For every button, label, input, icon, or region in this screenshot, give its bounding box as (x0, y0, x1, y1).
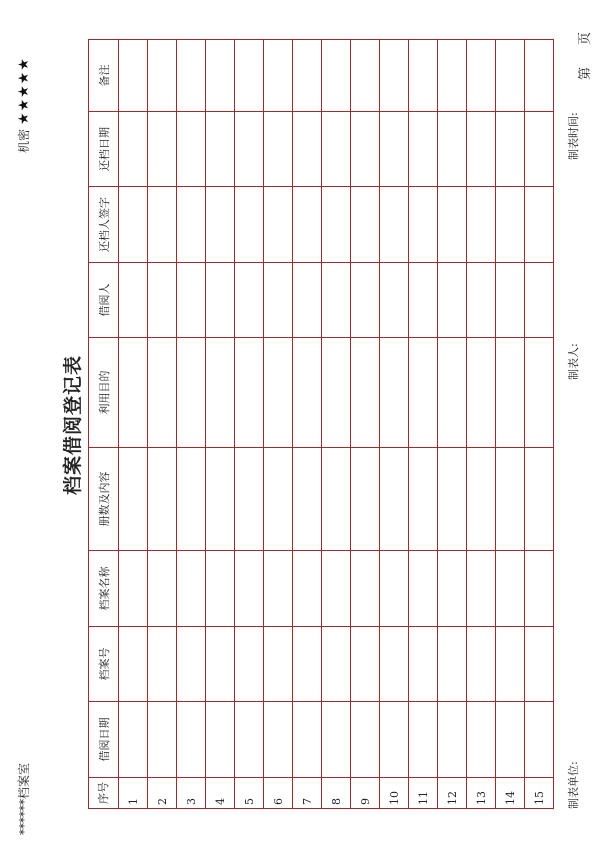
table-cell[interactable] (438, 112, 467, 187)
table-cell[interactable] (264, 448, 293, 551)
table-cell[interactable] (293, 448, 322, 551)
table-cell[interactable] (380, 263, 409, 338)
table-cell[interactable] (409, 112, 438, 187)
row-number: 2 (148, 778, 177, 809)
row-number: 4 (206, 778, 235, 809)
table-cell[interactable] (148, 338, 177, 448)
table-cell[interactable] (264, 112, 293, 187)
table-cell[interactable] (409, 263, 438, 338)
table-cell[interactable] (380, 448, 409, 551)
table-cell[interactable] (525, 448, 554, 551)
table-cell[interactable] (177, 338, 206, 448)
row-number: 6 (264, 778, 293, 809)
table-cell[interactable] (119, 551, 148, 627)
row-number: 14 (496, 778, 525, 809)
table-row (177, 40, 206, 809)
table-cell[interactable] (264, 187, 293, 263)
table-cell[interactable] (293, 187, 322, 263)
table-cell[interactable] (235, 338, 264, 448)
row-number: 8 (322, 778, 351, 809)
table-cell[interactable] (467, 338, 496, 448)
table-cell[interactable] (409, 187, 438, 263)
table-cell[interactable] (438, 448, 467, 551)
table-cell[interactable] (322, 702, 351, 778)
table-cell[interactable] (148, 112, 177, 187)
table-cell[interactable] (496, 112, 525, 187)
table-cell[interactable] (235, 551, 264, 627)
table-cell[interactable] (496, 187, 525, 263)
table-cell[interactable] (380, 551, 409, 627)
row-number: 5 (235, 778, 264, 809)
table-cell[interactable] (409, 702, 438, 778)
row-number: 15 (525, 778, 554, 809)
secret-label: 机密 (17, 128, 31, 153)
table-cell[interactable] (235, 112, 264, 187)
table-cell[interactable] (293, 338, 322, 448)
table-cell[interactable] (467, 187, 496, 263)
table-cell[interactable] (322, 627, 351, 702)
table-cell[interactable] (293, 112, 322, 187)
table-cell[interactable] (322, 338, 351, 448)
table-cell[interactable] (264, 702, 293, 778)
secret-stars: ★★★★★ (16, 57, 32, 125)
table-cell[interactable] (322, 112, 351, 187)
header-row (89, 40, 119, 809)
table-row (380, 40, 409, 809)
table-cell[interactable] (409, 551, 438, 627)
table-cell[interactable] (438, 627, 467, 702)
table-cell[interactable] (235, 40, 264, 112)
table-cell[interactable] (409, 338, 438, 448)
table-row (351, 40, 380, 809)
table-cell[interactable] (351, 702, 380, 778)
table-cell[interactable] (525, 551, 554, 627)
column-header-archive-no: 档案号 (89, 627, 119, 702)
table-row (467, 40, 496, 809)
table-cell[interactable] (496, 40, 525, 112)
table-cell[interactable] (177, 112, 206, 187)
table-cell[interactable] (177, 702, 206, 778)
table-cell[interactable] (525, 112, 554, 187)
row-number: 9 (351, 778, 380, 809)
table-cell[interactable] (235, 263, 264, 338)
table-cell[interactable] (177, 448, 206, 551)
table-cell[interactable] (119, 40, 148, 112)
table-cell[interactable] (206, 627, 235, 702)
table-row (235, 40, 264, 809)
column-header-remarks: 备注 (89, 40, 119, 112)
table-cell[interactable] (148, 551, 177, 627)
table-cell[interactable] (206, 448, 235, 551)
table-cell[interactable] (438, 338, 467, 448)
row-number: 3 (177, 778, 206, 809)
table-cell[interactable] (496, 448, 525, 551)
column-header-return-signature: 还档人签字 (89, 187, 119, 263)
table-cell[interactable] (438, 263, 467, 338)
column-header-borrower: 借阅人 (89, 263, 119, 338)
table-cell[interactable] (380, 112, 409, 187)
table-row (119, 40, 148, 809)
table-cell[interactable] (351, 448, 380, 551)
table-cell[interactable] (177, 551, 206, 627)
table-cell[interactable] (351, 40, 380, 112)
archive-office-label: ******档案室 (17, 762, 31, 835)
table-row (438, 40, 467, 809)
table-cell[interactable] (322, 263, 351, 338)
table-cell[interactable] (496, 263, 525, 338)
secret-level (15, 57, 32, 153)
table-cell[interactable] (467, 702, 496, 778)
table-cell[interactable] (380, 40, 409, 112)
page-number (574, 32, 593, 80)
table-cell[interactable] (119, 112, 148, 187)
column-header-seq: 序号 (89, 778, 119, 809)
table-cell[interactable] (177, 187, 206, 263)
table-cell[interactable] (148, 187, 177, 263)
table-cell[interactable] (525, 187, 554, 263)
table-cell[interactable] (380, 627, 409, 702)
column-header-borrow-date: 借阅日期 (89, 702, 119, 778)
table-cell[interactable] (206, 187, 235, 263)
table-cell[interactable] (496, 627, 525, 702)
table-cell[interactable] (235, 187, 264, 263)
table-cell[interactable] (264, 627, 293, 702)
table-row (148, 40, 177, 809)
row-number: 12 (438, 778, 467, 809)
table-cell[interactable] (467, 627, 496, 702)
table-cell[interactable] (293, 702, 322, 778)
table-cell[interactable] (496, 702, 525, 778)
table-cell[interactable] (380, 187, 409, 263)
table-cell[interactable] (467, 112, 496, 187)
table-cell[interactable] (293, 627, 322, 702)
table-cell[interactable] (119, 338, 148, 448)
table-cell[interactable] (525, 702, 554, 778)
table-cell[interactable] (496, 338, 525, 448)
table-row (293, 40, 322, 809)
table-cell[interactable] (148, 627, 177, 702)
table-cell[interactable] (438, 551, 467, 627)
table-cell[interactable] (206, 338, 235, 448)
table-row (409, 40, 438, 809)
table-cell[interactable] (438, 40, 467, 112)
row-number: 7 (293, 778, 322, 809)
table-cell[interactable] (525, 627, 554, 702)
table-row (322, 40, 351, 809)
table-cell[interactable] (322, 40, 351, 112)
page-prefix: 第 (578, 66, 593, 80)
table-row (525, 40, 554, 809)
table-cell[interactable] (148, 263, 177, 338)
register-body (119, 40, 554, 809)
table-cell[interactable] (235, 627, 264, 702)
table-cell[interactable] (351, 338, 380, 448)
table-cell[interactable] (119, 627, 148, 702)
table-cell[interactable] (525, 263, 554, 338)
register-table (88, 39, 554, 809)
footer-time-label: 制表时间: (567, 112, 580, 160)
table-cell[interactable] (293, 551, 322, 627)
table-cell[interactable] (235, 702, 264, 778)
table-cell[interactable] (525, 40, 554, 112)
table-cell[interactable] (206, 40, 235, 112)
table-cell[interactable] (351, 627, 380, 702)
page-suffix: 页 (578, 31, 593, 45)
row-number: 13 (467, 778, 496, 809)
column-header-volumes-content: 册数及内容 (89, 448, 119, 551)
table-cell[interactable] (351, 551, 380, 627)
table-cell[interactable] (438, 702, 467, 778)
table-cell[interactable] (264, 40, 293, 112)
table-cell[interactable] (148, 40, 177, 112)
form-title: 档案借阅登记表 (62, 355, 84, 496)
table-cell[interactable] (235, 448, 264, 551)
table-cell[interactable] (409, 627, 438, 702)
table-cell[interactable] (380, 338, 409, 448)
table-cell[interactable] (351, 112, 380, 187)
table-cell[interactable] (438, 187, 467, 263)
table-cell[interactable] (322, 187, 351, 263)
table-cell[interactable] (351, 263, 380, 338)
row-number: 10 (380, 778, 409, 809)
footer-maker-label: 制表人: (567, 343, 580, 380)
table-cell[interactable] (177, 263, 206, 338)
table-cell[interactable] (467, 551, 496, 627)
table-cell[interactable] (264, 263, 293, 338)
table-cell[interactable] (264, 338, 293, 448)
table-cell[interactable] (119, 187, 148, 263)
table-cell[interactable] (177, 40, 206, 112)
table-cell[interactable] (467, 40, 496, 112)
table-cell[interactable] (322, 551, 351, 627)
table-cell[interactable] (206, 702, 235, 778)
column-header-archive-name: 档案名称 (89, 551, 119, 627)
table-cell[interactable] (351, 187, 380, 263)
table-cell[interactable] (119, 448, 148, 551)
column-header-purpose: 利用目的 (89, 338, 119, 448)
table-cell[interactable] (148, 448, 177, 551)
table-cell[interactable] (148, 702, 177, 778)
table-cell[interactable] (322, 448, 351, 551)
footer-unit-label: 制表单位: (567, 761, 580, 809)
table-cell[interactable] (206, 263, 235, 338)
table-cell[interactable] (177, 627, 206, 702)
column-header-return-date: 还档日期 (89, 112, 119, 187)
table-cell[interactable] (206, 112, 235, 187)
row-number: 1 (119, 778, 148, 809)
table-cell[interactable] (467, 448, 496, 551)
table-cell[interactable] (496, 551, 525, 627)
table-cell[interactable] (119, 702, 148, 778)
table-cell[interactable] (467, 263, 496, 338)
table-row (496, 40, 525, 809)
table-cell[interactable] (525, 338, 554, 448)
table-cell[interactable] (380, 702, 409, 778)
table-cell[interactable] (206, 551, 235, 627)
table-cell[interactable] (119, 263, 148, 338)
table-row (264, 40, 293, 809)
table-row (206, 40, 235, 809)
table-cell[interactable] (264, 551, 293, 627)
table-cell[interactable] (293, 40, 322, 112)
table-cell[interactable] (409, 448, 438, 551)
table-cell[interactable] (293, 263, 322, 338)
table-cell[interactable] (409, 40, 438, 112)
row-number: 11 (409, 778, 438, 809)
